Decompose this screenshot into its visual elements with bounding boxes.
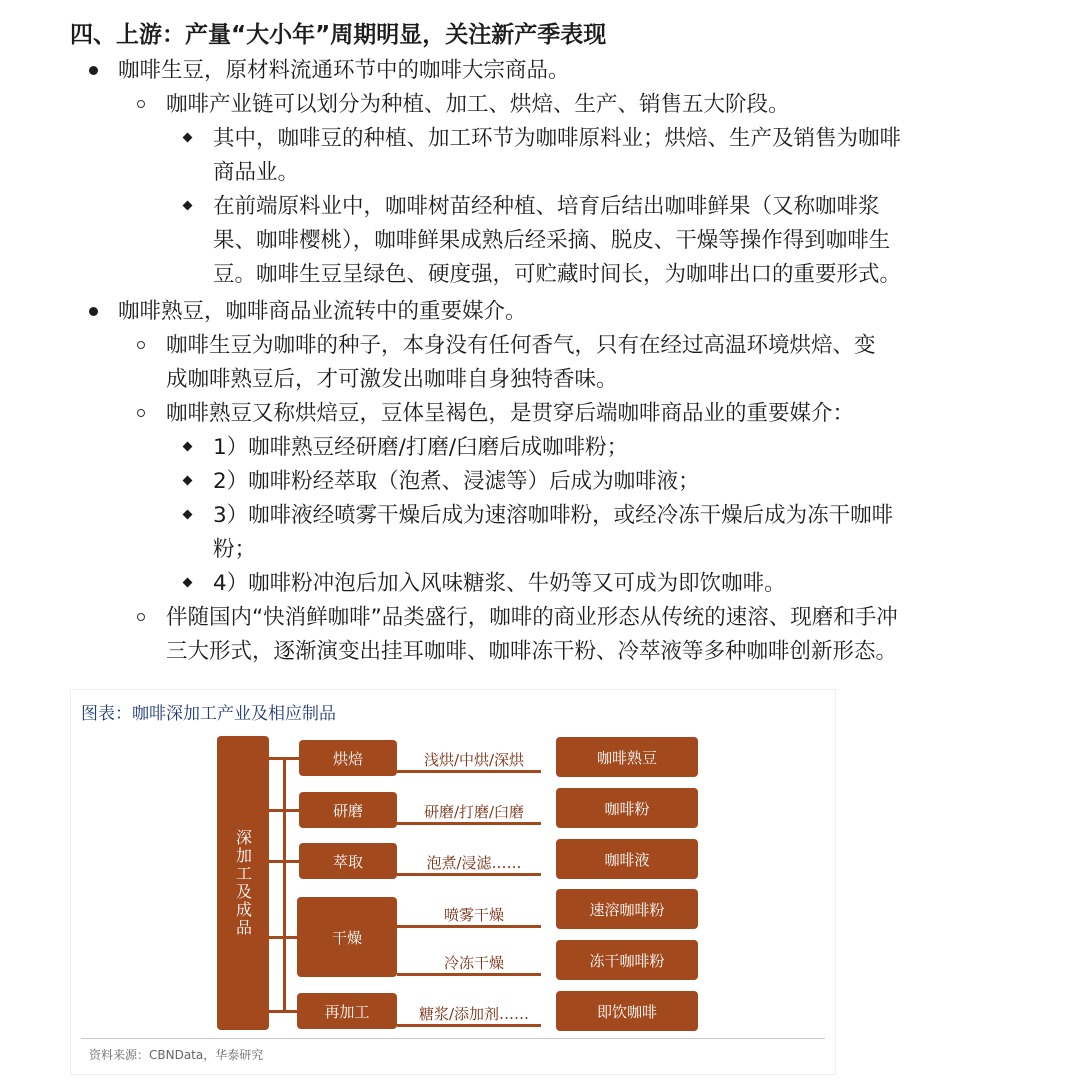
list-item-line: 1）咖啡熟豆经研磨/打磨/臼磨后成咖啡粉； — [213, 435, 629, 460]
list-item-line: 3）咖啡液经喷雾干燥后成为速溶咖啡粉，或经冷冻干燥后成为冻干咖啡 — [213, 503, 894, 528]
method-underline — [397, 1024, 541, 1027]
list-item-line: 2）咖啡粉经萃取（泡煮、浸滤等）后成为咖啡液； — [213, 469, 700, 494]
product-coffee-powder: 咖啡粉 — [556, 788, 698, 828]
process-roast: 烘焙 — [299, 740, 397, 776]
bullet-ring-icon — [137, 409, 145, 417]
process-reprocess: 再加工 — [297, 993, 397, 1029]
method-underline — [397, 822, 541, 825]
bullet-dot-icon — [89, 307, 98, 316]
bullet-diamond-icon — [183, 476, 193, 486]
method-underline — [397, 925, 541, 928]
method-underline — [397, 770, 541, 773]
section-2-sub-3: 三大形式，逐渐演变出挂耳咖啡、咖啡冻干粉、冷萃液等多种咖啡创新形态。 — [166, 639, 898, 664]
process-extract: 萃取 — [299, 843, 397, 879]
figure-panel — [70, 689, 836, 1075]
left-label-box — [217, 736, 269, 1030]
connector-spine — [283, 757, 286, 1013]
list-item-line: 其中，咖啡豆的种植、加工环节为咖啡原料业；烘焙、生产及销售为咖啡 — [213, 126, 902, 151]
section-2-title: 咖啡熟豆，咖啡商品业流转中的重要媒介。 — [118, 299, 527, 324]
bullet-diamond-icon — [183, 133, 193, 143]
figure-title: 图表：咖啡深加工产业及相应制品 — [81, 704, 336, 724]
bullet-ring-icon — [137, 613, 145, 621]
bullet-ring-icon — [137, 100, 145, 108]
list-item-line: 粉； — [213, 537, 257, 562]
bullet-diamond-icon — [183, 578, 193, 588]
left-label-text: 深加工及成品 — [233, 829, 253, 937]
process-dry: 干燥 — [297, 897, 397, 977]
section-2-sub-2: 咖啡熟豆又称烘焙豆，豆体呈褐色，是贯穿后端咖啡商品业的重要媒介： — [166, 401, 855, 426]
method-underline — [397, 973, 541, 976]
product-instant-powder: 速溶咖啡粉 — [556, 889, 698, 929]
method-label: 泡煮/浸滤…… — [426, 854, 522, 872]
list-item-line: 果、咖啡樱桃），咖啡鲜果成熟后经采摘、脱皮、干燥等操作得到咖啡生 — [213, 228, 891, 253]
method-underline — [397, 873, 541, 876]
product-coffee-liquid: 咖啡液 — [556, 839, 698, 879]
section-heading: 四、上游：产量“大小年”周期明显，关注新产季表现 — [70, 22, 607, 48]
section-2-sub-1: 咖啡生豆为咖啡的种子，本身没有任何香气，只有在经过高温环境烘焙、变 — [166, 333, 876, 358]
figure-source: 资料来源：CBNData，华泰研究 — [89, 1048, 264, 1062]
product-freeze-dried-powder: 冻干咖啡粉 — [556, 940, 698, 980]
bullet-diamond-icon — [183, 442, 193, 452]
process-grind: 研磨 — [299, 792, 397, 828]
figure-divider — [81, 1038, 825, 1039]
section-1-title: 咖啡生豆，原材料流通环节中的咖啡大宗商品。 — [118, 58, 570, 83]
method-label: 喷雾干燥 — [443, 906, 504, 924]
bullet-ring-icon — [137, 341, 145, 349]
section-1-sub-1: 咖啡产业链可以划分为种植、加工、烘焙、生产、销售五大阶段。 — [166, 92, 790, 117]
method-label: 浅烘/中烘/深烘 — [423, 751, 525, 769]
product-roasted-bean: 咖啡熟豆 — [556, 737, 698, 777]
list-item-line: 商品业。 — [213, 160, 300, 185]
bullet-diamond-icon — [183, 510, 193, 520]
list-item-line: 在前端原料业中，咖啡树苗经种植、培育后结出咖啡鲜果（又称咖啡浆 — [213, 194, 880, 219]
method-label: 糖浆/添加剂…… — [418, 1005, 530, 1023]
list-item-line: 4）咖啡粉冲泡后加入风味糖浆、牛奶等又可成为即饮咖啡。 — [213, 571, 786, 596]
bullet-diamond-icon — [183, 201, 193, 211]
product-rtd-coffee: 即饮咖啡 — [556, 991, 698, 1031]
list-item-line: 豆。咖啡生豆呈绿色、硬度强，可贮藏时间长，为咖啡出口的重要形式。 — [213, 262, 902, 287]
method-label: 研磨/打磨/臼磨 — [423, 803, 525, 821]
section-2-sub-1: 成咖啡熟豆后，才可激发出咖啡自身独特香味。 — [166, 367, 618, 392]
method-label: 冷冻干燥 — [443, 954, 504, 972]
section-2-sub-3: 伴随国内“快消鲜咖啡”品类盛行，咖啡的商业形态从传统的速溶、现磨和手冲 — [166, 605, 898, 630]
bullet-dot-icon — [89, 66, 98, 75]
